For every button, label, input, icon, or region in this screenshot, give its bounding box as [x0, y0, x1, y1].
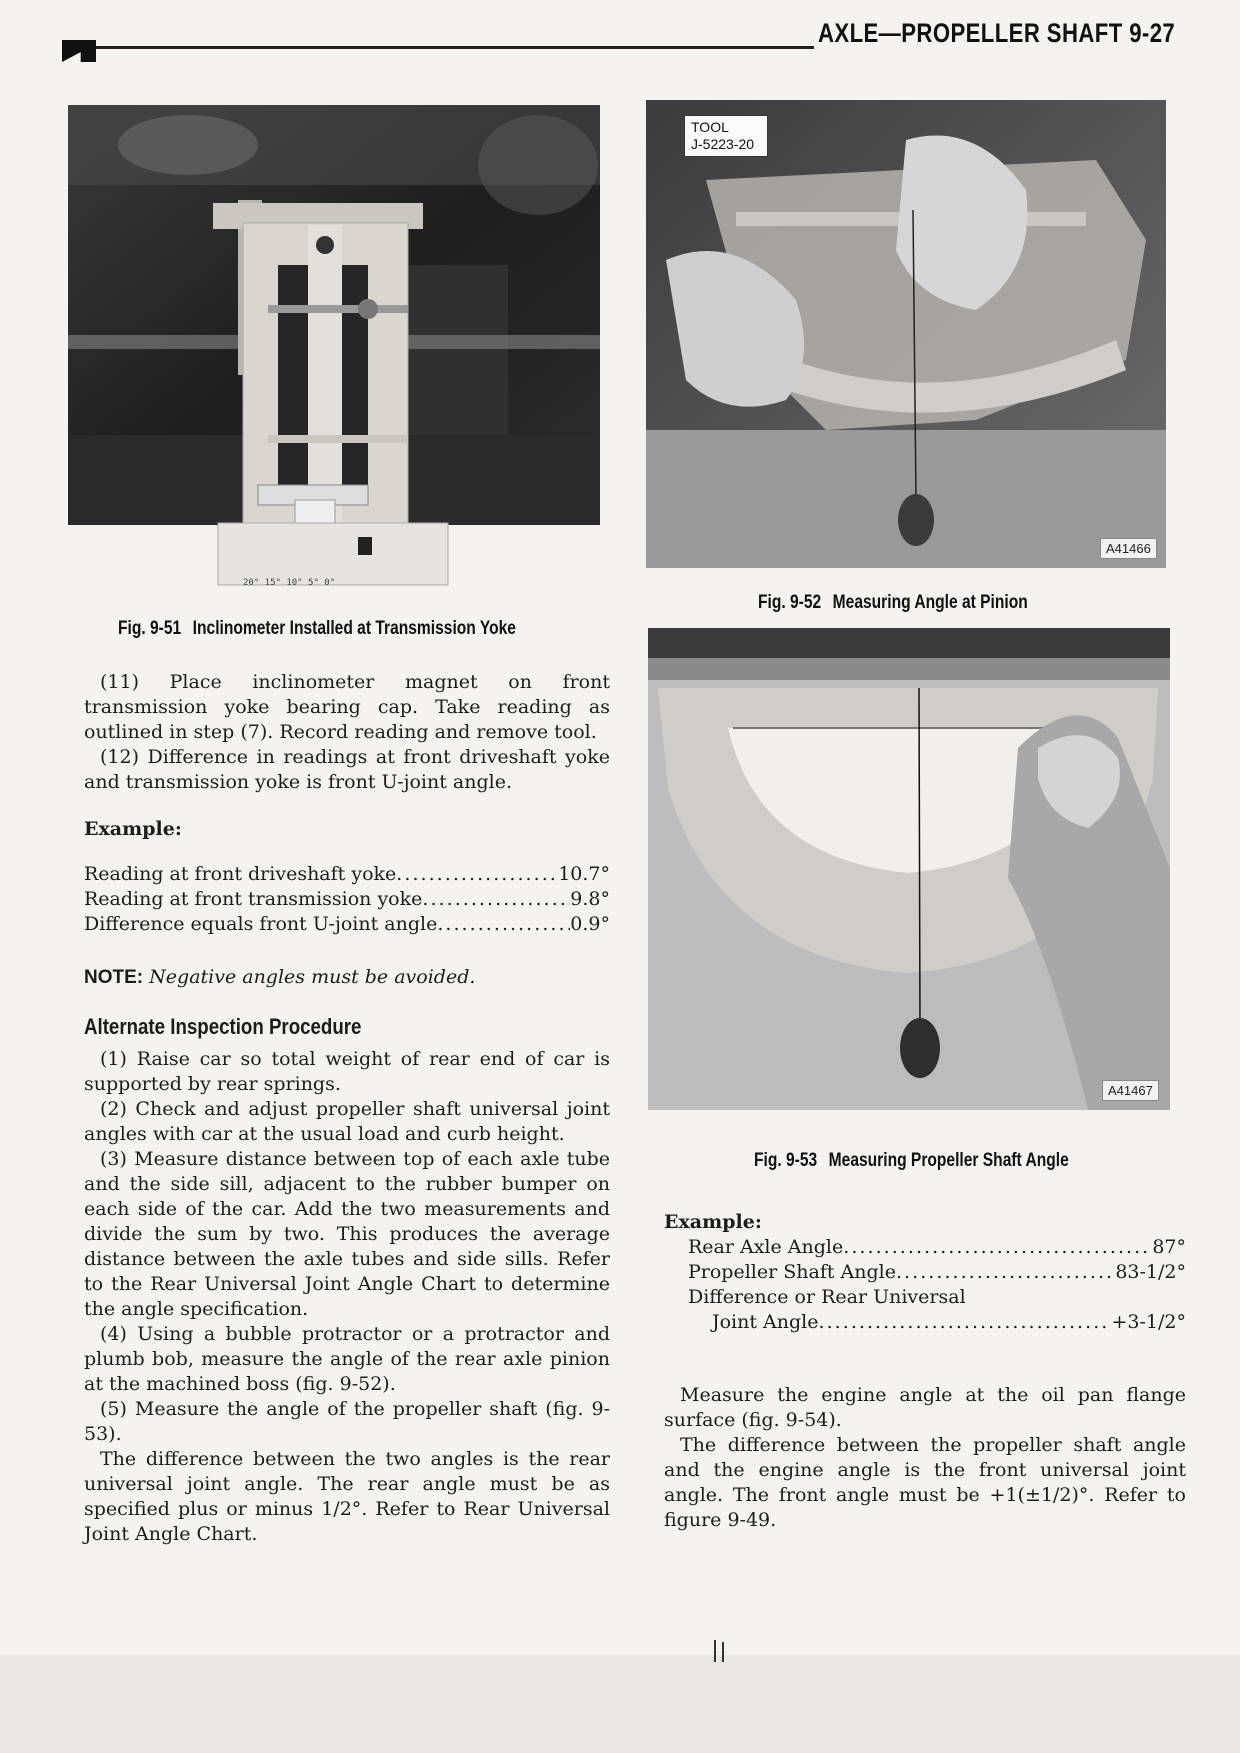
left-example-row-3: [84, 912, 610, 937]
fig-9-52-title: Measuring Angle at Pinion: [832, 592, 1028, 613]
fig-9-52-caption: [758, 592, 1028, 614]
fig-9-52-photo: [646, 100, 1166, 568]
left-example-row-1: [84, 862, 610, 887]
row-value: 87°: [1152, 1236, 1186, 1258]
fig-9-53-caption: [754, 1150, 1069, 1172]
left-example-row-2: [84, 887, 610, 912]
alt-step-1: (1) Raise car so total weight of rear end of car is supported by rear springs.: [84, 1048, 610, 1095]
row-label: Reading at front driveshaft yoke: [84, 863, 397, 885]
fig-9-51-photo: [68, 105, 600, 590]
fig-9-53-title: Measuring Propeller Shaft Angle: [828, 1150, 1069, 1171]
row-value: 9.8°: [570, 888, 610, 910]
fig-9-53-number: Fig. 9-53: [754, 1150, 818, 1171]
leader-dots: [437, 912, 570, 937]
leader-dots: [843, 1235, 1152, 1260]
fig-9-51-caption: [118, 618, 516, 640]
alt-step-conclusion: The difference between the two angles is the rear universal joint angle. The rear angle must be as specified plus or minus 1/2°. Refer to Rear Universal Joint Angle Chart.: [84, 1448, 610, 1545]
section-heading: Alternate Inspection Procedure: [84, 1014, 362, 1039]
leader-dots: [896, 1260, 1115, 1285]
binding-mark: [714, 1640, 716, 1662]
row-label: Rear Axle Angle: [688, 1236, 844, 1258]
row-value: 0.9°: [570, 913, 610, 935]
row-label: Difference equals front U-joint angle: [84, 913, 438, 935]
right-column: [664, 1210, 1186, 1533]
step-11: (11) Place inclinometer magnet on front transmission yoke bearing cap. Take reading as outlined in step (7). Record reading and remove tool.: [84, 671, 610, 743]
right-example-row-3: [688, 1310, 1186, 1335]
left-example-label: Example:: [84, 818, 182, 840]
left-column: [84, 670, 610, 1547]
header-rule: [96, 46, 814, 49]
right-example-label: Example:: [664, 1211, 762, 1233]
row-value: 83-1/2°: [1115, 1261, 1186, 1283]
alt-step-5: (5) Measure the angle of the propeller shaft (fig. 9-53).: [84, 1398, 610, 1445]
engine-angle-para: Measure the engine angle at the oil pan flange surface (fig. 9-54).: [664, 1384, 1186, 1431]
leader-dots: [396, 862, 558, 887]
right-example-row-1: [688, 1235, 1186, 1260]
step-12: (12) Difference in readings at front driveshaft yoke and transmission yoke is front U-joint angle.: [84, 746, 610, 793]
alt-step-3: (3) Measure distance between top of each axle tube and the side sill, adjacent to the rubber bumper on each side of the car. Add the two measurements and divide the sum by two. This produces the average distance between the axle tubes and side sills. Refer to the Rear Universal Joint Angle Chart to determine the angle specification.: [84, 1148, 610, 1320]
page-title: AXLE—PROPELLER SHAFT 9-27: [818, 18, 1176, 48]
note: [84, 965, 610, 990]
diff-line-1: Difference or Rear Universal: [688, 1286, 966, 1308]
header-logo-mark: [62, 40, 96, 62]
bottom-band: [0, 1655, 1240, 1753]
row-label: Propeller Shaft Angle: [688, 1261, 896, 1283]
alt-step-2: (2) Check and adjust propeller shaft universal joint angles with car at the usual load and curb height.: [84, 1098, 610, 1145]
alt-step-4: (4) Using a bubble protractor or a protractor and plumb bob, measure the angle of the rear axle pinion at the machined boss (fig. 9-52).: [84, 1323, 610, 1395]
fig-9-52-number: Fig. 9-52: [758, 592, 822, 613]
note-label: NOTE:: [84, 967, 144, 988]
svg-text:20° 15° 10° 5° 0°: 20° 15° 10° 5° 0°: [243, 578, 336, 588]
row-value: 10.7°: [558, 863, 610, 885]
fig-9-53-code: A41467: [1102, 1080, 1159, 1101]
fig-9-53-photo: [648, 628, 1170, 1110]
tool-label-box: [684, 115, 768, 157]
fig-9-51-number: Fig. 9-51: [118, 618, 182, 639]
leader-dots: [422, 887, 570, 912]
leader-dots: [819, 1310, 1112, 1335]
row-value: +3-1/2°: [1111, 1311, 1186, 1333]
tool-label-line1: TOOL: [691, 119, 729, 135]
right-example-row-2: [688, 1260, 1186, 1285]
note-text: Negative angles must be avoided.: [149, 966, 476, 988]
row-label: Reading at front transmission yoke: [84, 888, 423, 910]
fig-9-52-code: A41466: [1100, 538, 1157, 559]
binding-mark: [722, 1642, 724, 1662]
tool-label-line2: J-5223-20: [691, 136, 755, 152]
row-label: Joint Angle: [712, 1311, 819, 1333]
front-angle-para: The difference between the propeller shaft angle and the engine angle is the front universal joint angle. The front angle must be +1(±1/2)°. Refer to figure 9-49.: [664, 1434, 1186, 1531]
fig-9-51-title: Inclinometer Installed at Transmission Yoke: [192, 618, 516, 639]
